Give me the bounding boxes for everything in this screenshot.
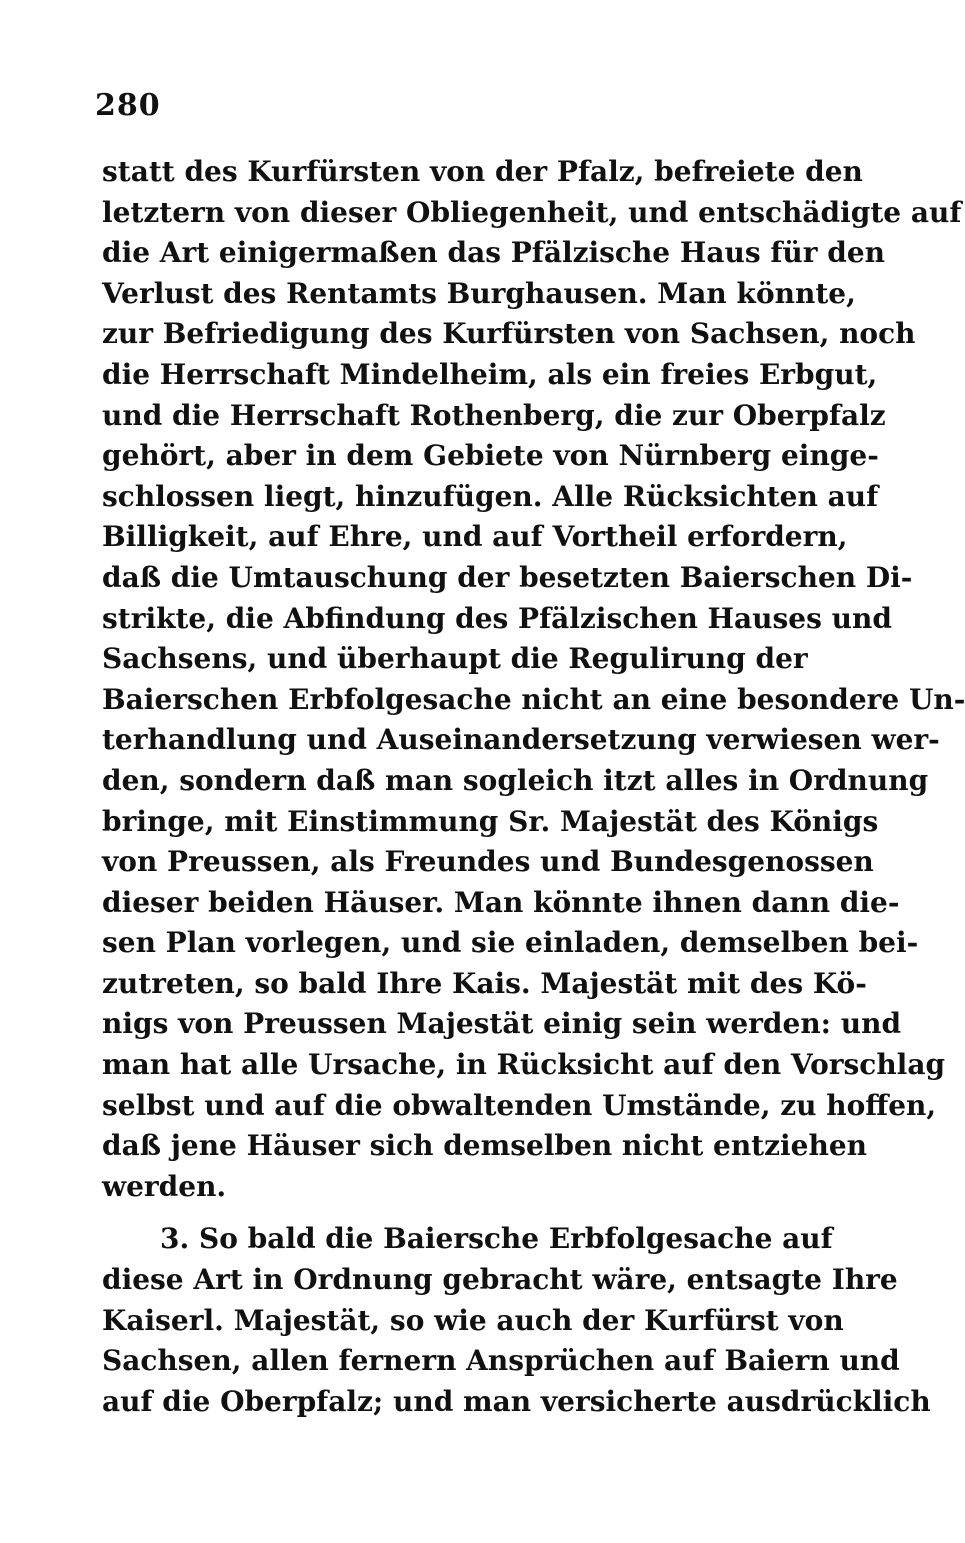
text-line: die Art einigermaßen das Pfälzische Haus für den <box>102 236 885 270</box>
text-line: 3. So bald die Baiersche Erbfolgesache auf <box>160 1222 833 1256</box>
text-line: schlossen liegt, hinzufügen. Alle Rücksichten auf <box>102 479 879 513</box>
text-line: dieser beiden Häuser. Man könnte ihnen dann die- <box>102 885 900 919</box>
text-line: strikte, die Abfindung des Pfälzischen Hauses und <box>102 601 892 635</box>
text-line: statt des Kurfürsten von der Pfalz, befreiete den <box>102 155 863 188</box>
text-line: terhandlung und Auseinandersetzung verwiesen wer- <box>102 723 940 757</box>
text-line: zutreten, so bald Ihre Kais. Majestät mit des Kö- <box>102 966 867 1000</box>
text-line: werden. <box>102 1169 227 1203</box>
text-line: daß jene Häuser sich demselben nicht entziehen <box>102 1129 867 1163</box>
text-line: nigs von Preussen Majestät einig sein werden: und <box>102 1007 902 1041</box>
text-line: Baierschen Erbfolgesache nicht an eine besondere Un- <box>102 682 965 716</box>
text-line: zur Befriedigung des Kurfürsten von Sachsen, noch <box>102 317 916 351</box>
text-line: Billigkeit, auf Ehre, und auf Vortheil erfordern, <box>102 520 848 554</box>
text-line: sen Plan vorlegen, und sie einladen, demselben bei- <box>102 926 919 960</box>
text-line: Sachsen, allen fernern Ansprüchen auf Baiern und <box>102 1344 900 1378</box>
paragraph-gap <box>102 1207 792 1219</box>
page-number: 280 <box>95 88 161 123</box>
text-line: diese Art in Ordnung gebracht wäre, entsagte Ihre <box>102 1263 898 1297</box>
paragraph-2 <box>102 1219 931 1422</box>
text-line: auf die Oberpfalz; und man versicherte ausdrücklich <box>102 1384 931 1418</box>
text-line: letztern von dieser Obliegenheit, und entschädigte auf <box>102 195 962 229</box>
text-line: Verlust des Rentamts Burghausen. Man könnte, <box>102 276 856 310</box>
text-line: man hat alle Ursache, in Rücksicht auf den Vorschlag <box>102 1048 946 1082</box>
text-line: Sachsens, und überhaupt die Regulirung der <box>102 642 808 676</box>
text-line: den, sondern daß man sogleich itzt alles in Ordnung <box>102 763 929 797</box>
text-line: von Preussen, als Freundes und Bundesgenossen <box>102 845 874 879</box>
text-line: Kaiserl. Majestät, so wie auch der Kurfürst von <box>102 1303 844 1337</box>
text-line: daß die Umtauschung der besetzten Baierschen Di- <box>102 560 913 594</box>
text-line: selbst und auf die obwaltenden Umstände, zu hoffen, <box>102 1088 937 1122</box>
text-line: und die Herrschaft Rothenberg, die zur Oberpfalz <box>102 398 886 432</box>
body-text <box>102 152 965 1422</box>
paragraph-1 <box>102 152 965 1207</box>
text-line: die Herrschaft Mindelheim, als ein freies Erbgut, <box>102 357 878 391</box>
text-line: bringe, mit Einstimmung Sr. Majestät des Königs <box>102 804 879 838</box>
text-line: gehört, aber in dem Gebiete von Nürnberg einge- <box>102 439 879 473</box>
